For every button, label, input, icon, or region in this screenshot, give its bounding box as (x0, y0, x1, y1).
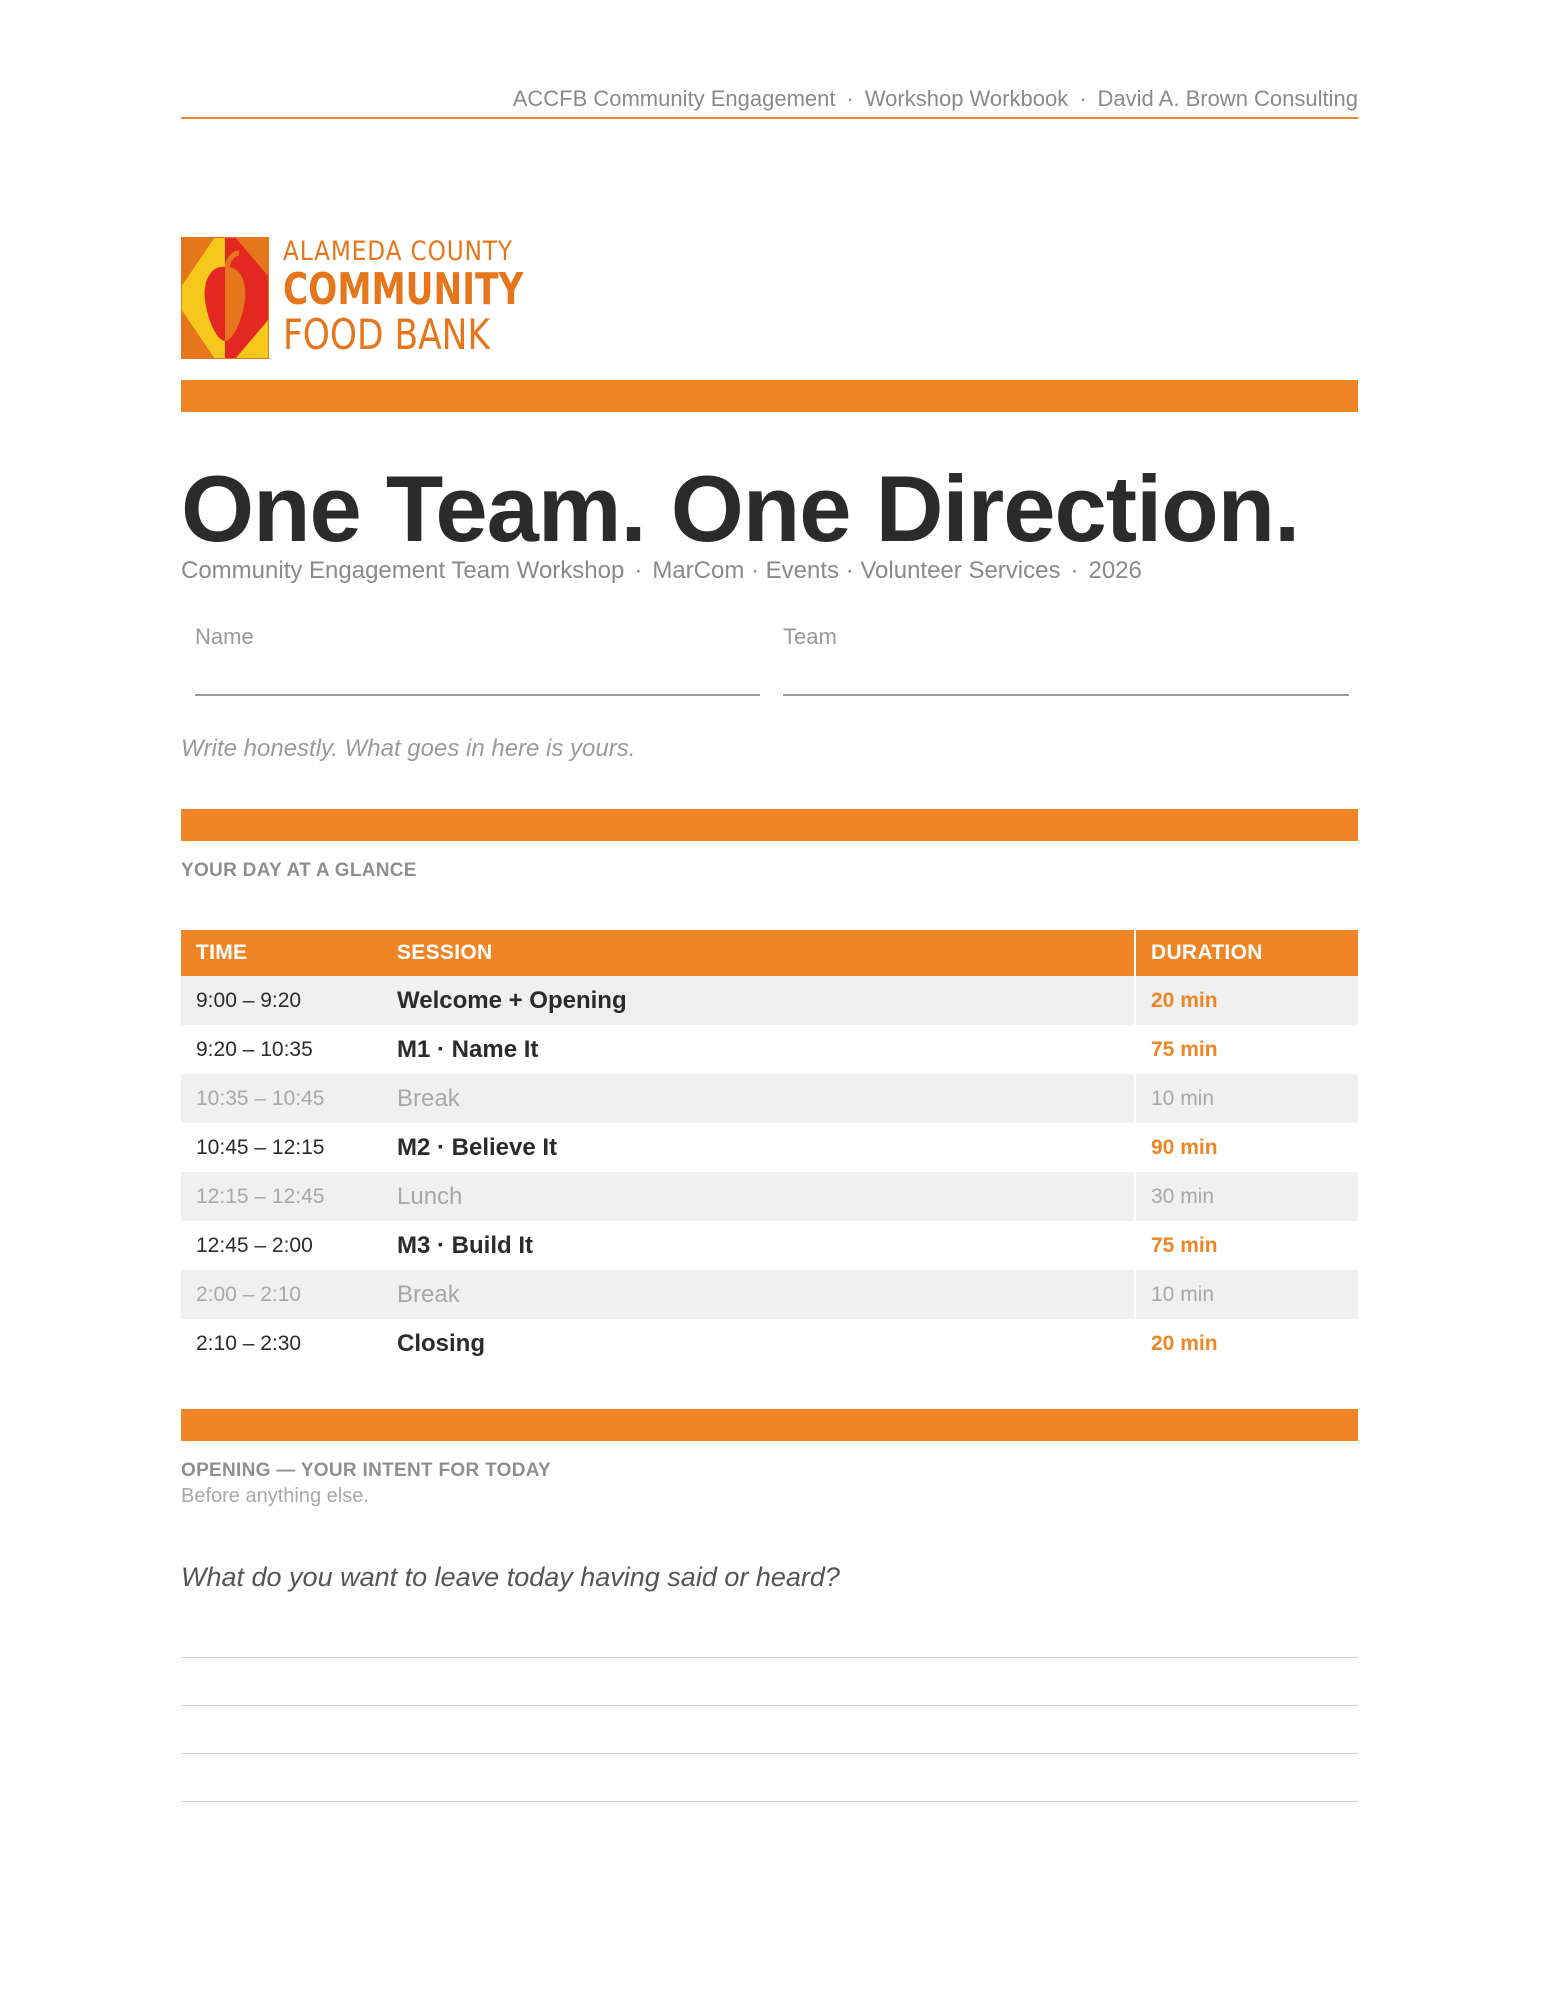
row-session: M3 · Build It (397, 1231, 533, 1259)
name-field[interactable] (195, 694, 760, 696)
row-duration: 90 min (1135, 1123, 1358, 1172)
divider-bar (181, 809, 1358, 841)
logo-line-food-bank: FOOD BANK (283, 310, 491, 359)
column-header-time: TIME (181, 930, 382, 976)
intent-prompt: What do you want to leave today having said or heard? (181, 1562, 840, 1592)
running-header-org: ACCFB Community Engagement (512, 86, 836, 111)
running-header-author: David A. Brown Consulting (1097, 86, 1358, 111)
running-header-separator: · (846, 86, 854, 111)
schedule-row (181, 1221, 1358, 1270)
logo-wordmark (283, 237, 591, 357)
row-duration: 20 min (1135, 1319, 1358, 1368)
writing-line[interactable] (181, 1705, 1358, 1706)
row-time: 9:00 – 9:20 (181, 976, 382, 1025)
row-duration: 30 min (1135, 1172, 1358, 1221)
subtitle-year: 2026 (1088, 557, 1142, 584)
writing-line[interactable] (181, 1801, 1358, 1802)
page-subtitle (181, 557, 1142, 585)
glance-heading: YOUR DAY AT A GLANCE (181, 860, 417, 881)
schedule-row-break (181, 1270, 1358, 1319)
team-field-label: Team (783, 624, 837, 649)
row-duration: 10 min (1135, 1270, 1358, 1319)
subtitle-separator: · (1070, 557, 1079, 584)
running-header-doc: Workshop Workbook (864, 86, 1069, 111)
writing-line[interactable] (181, 1753, 1358, 1754)
schedule-row (181, 1025, 1358, 1074)
schedule-row-break (181, 1172, 1358, 1221)
logo-line-community: COMMUNITY (283, 264, 524, 315)
schedule-row-break (181, 1074, 1358, 1123)
row-session: Break (382, 1074, 1135, 1123)
row-duration: 20 min (1135, 976, 1358, 1025)
schedule-row (181, 976, 1358, 1025)
opening-subheading: Before anything else. (181, 1485, 369, 1507)
row-session: M1 · Name It (397, 1035, 539, 1063)
row-duration: 10 min (1135, 1074, 1358, 1123)
row-time: 10:35 – 10:45 (181, 1074, 382, 1123)
column-header-session: SESSION (382, 930, 1135, 976)
row-duration: 75 min (1135, 1221, 1358, 1270)
row-session: Closing (397, 1329, 485, 1357)
column-header-duration: DURATION (1135, 930, 1358, 976)
food-bank-logo (181, 237, 541, 363)
row-session: M2 · Believe It (397, 1133, 558, 1161)
row-time: 9:20 – 10:35 (196, 1037, 313, 1061)
row-session: Lunch (382, 1172, 1135, 1221)
row-time: 2:00 – 2:10 (181, 1270, 382, 1319)
schedule-row (181, 1123, 1358, 1172)
apple-logo-icon (181, 237, 269, 359)
divider-bar (181, 380, 1358, 412)
divider-bar (181, 1409, 1358, 1441)
row-time: 10:45 – 12:15 (196, 1135, 325, 1159)
row-duration: 75 min (1135, 1025, 1358, 1074)
subtitle-teams: MarCom · Events · Volunteer Services (652, 557, 1061, 584)
row-session: Break (382, 1270, 1135, 1319)
name-field-label: Name (195, 624, 254, 649)
opening-heading: OPENING — YOUR INTENT FOR TODAY (181, 1460, 551, 1481)
team-field[interactable] (783, 694, 1349, 696)
running-header-separator: · (1079, 86, 1087, 111)
subtitle-workshop: Community Engagement Team Workshop (181, 557, 625, 584)
writing-line[interactable] (181, 1657, 1358, 1658)
page-title: One Team. One Direction. (181, 456, 1300, 561)
subtitle-separator: · (634, 557, 643, 584)
schedule-table (181, 930, 1358, 1368)
row-time: 2:10 – 2:30 (196, 1331, 302, 1355)
running-header (181, 86, 1358, 112)
schedule-header-row (181, 930, 1358, 976)
logo-line-county: ALAMEDA COUNTY (283, 236, 513, 267)
schedule-row (181, 1319, 1358, 1368)
honesty-note: Write honestly. What goes in here is yours. (181, 735, 636, 762)
row-time: 12:45 – 2:00 (196, 1233, 313, 1257)
row-session: Welcome + Opening (382, 976, 1135, 1025)
header-rule (181, 117, 1358, 119)
row-time: 12:15 – 12:45 (181, 1172, 382, 1221)
